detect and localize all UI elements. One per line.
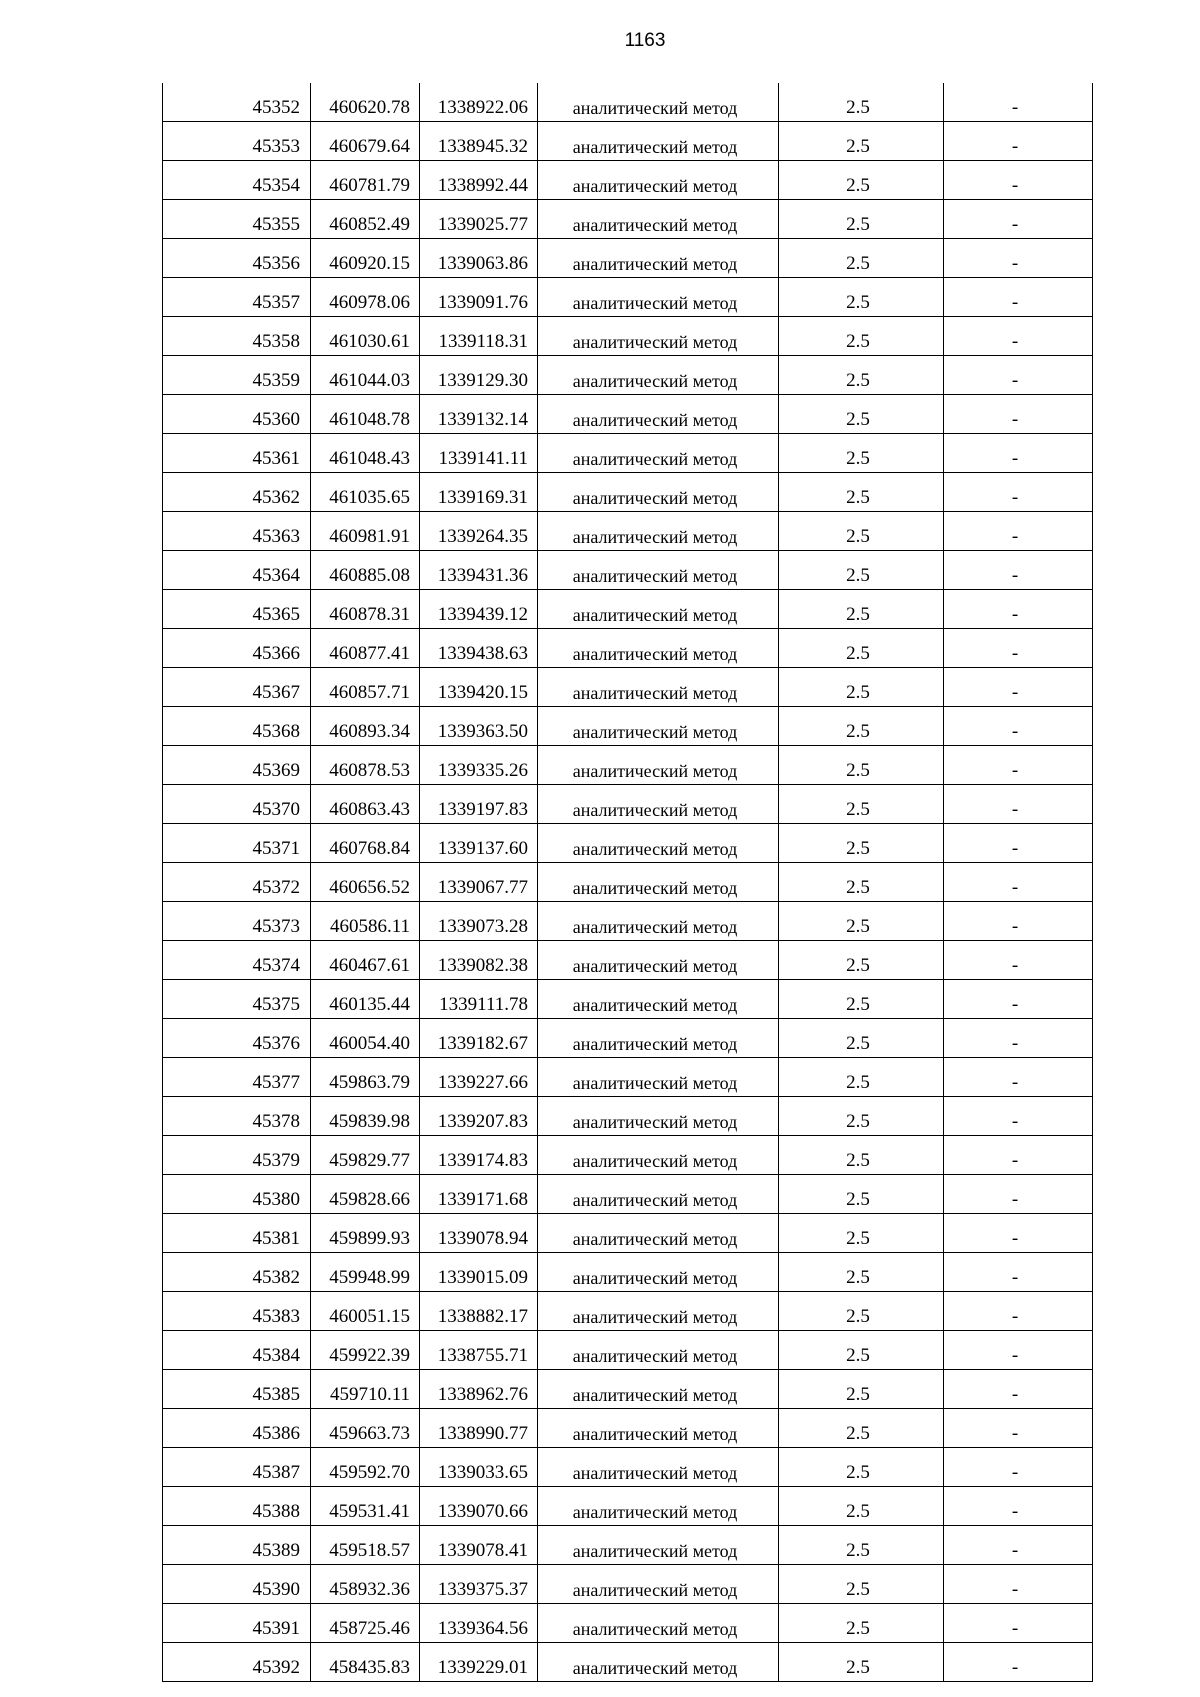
note-cell: - [944,668,1093,707]
method-cell: аналитический метод [538,1019,779,1058]
method-cell: аналитический метод [538,941,779,980]
x-coordinate-cell: 458932.36 [311,1565,420,1604]
table-row [163,629,1093,668]
note-cell: - [944,1565,1093,1604]
x-coordinate-cell: 460620.78 [311,83,420,122]
table-row [163,1409,1093,1448]
method-cell: аналитический метод [538,1409,779,1448]
x-coordinate-cell: 461048.43 [311,434,420,473]
point-number-cell: 45368 [163,707,311,746]
x-coordinate-cell: 458725.46 [311,1604,420,1643]
table-row [163,668,1093,707]
point-number-cell: 45373 [163,902,311,941]
method-cell: аналитический метод [538,1565,779,1604]
x-coordinate-cell: 460852.49 [311,200,420,239]
table-row [163,1604,1093,1643]
point-number-cell: 45356 [163,239,311,278]
accuracy-cell: 2.5 [779,1019,944,1058]
note-cell: - [944,785,1093,824]
y-coordinate-cell: 1339364.56 [420,1604,538,1643]
table-row [163,239,1093,278]
table-row [163,551,1093,590]
x-coordinate-cell: 459922.39 [311,1331,420,1370]
point-number-cell: 45365 [163,590,311,629]
x-coordinate-cell: 459531.41 [311,1487,420,1526]
x-coordinate-cell: 460893.34 [311,707,420,746]
note-cell: - [944,1214,1093,1253]
method-cell: аналитический метод [538,200,779,239]
accuracy-cell: 2.5 [779,590,944,629]
y-coordinate-cell: 1339141.11 [420,434,538,473]
point-number-cell: 45379 [163,1136,311,1175]
point-number-cell: 45363 [163,512,311,551]
method-cell: аналитический метод [538,980,779,1019]
method-cell: аналитический метод [538,1643,779,1682]
point-number-cell: 45384 [163,1331,311,1370]
accuracy-cell: 2.5 [779,239,944,278]
y-coordinate-cell: 1339082.38 [420,941,538,980]
y-coordinate-cell: 1339091.76 [420,278,538,317]
method-cell: аналитический метод [538,1136,779,1175]
method-cell: аналитический метод [538,473,779,512]
y-coordinate-cell: 1338990.77 [420,1409,538,1448]
table-row [163,317,1093,356]
note-cell: - [944,1526,1093,1565]
method-cell: аналитический метод [538,278,779,317]
point-number-cell: 45375 [163,980,311,1019]
method-cell: аналитический метод [538,1604,779,1643]
note-cell: - [944,551,1093,590]
note-cell: - [944,1604,1093,1643]
note-cell: - [944,200,1093,239]
accuracy-cell: 2.5 [779,1175,944,1214]
note-cell: - [944,473,1093,512]
accuracy-cell: 2.5 [779,1526,944,1565]
point-number-cell: 45354 [163,161,311,200]
y-coordinate-cell: 1338882.17 [420,1292,538,1331]
y-coordinate-cell: 1339335.26 [420,746,538,785]
accuracy-cell: 2.5 [779,317,944,356]
point-number-cell: 45382 [163,1253,311,1292]
point-number-cell: 45366 [163,629,311,668]
x-coordinate-cell: 460863.43 [311,785,420,824]
x-coordinate-cell: 460857.71 [311,668,420,707]
note-cell: - [944,1643,1093,1682]
accuracy-cell: 2.5 [779,512,944,551]
x-coordinate-cell: 460054.40 [311,1019,420,1058]
point-number-cell: 45371 [163,824,311,863]
y-coordinate-cell: 1339171.68 [420,1175,538,1214]
method-cell: аналитический метод [538,1058,779,1097]
y-coordinate-cell: 1339431.36 [420,551,538,590]
note-cell: - [944,1253,1093,1292]
method-cell: аналитический метод [538,746,779,785]
point-number-cell: 45367 [163,668,311,707]
table-row [163,434,1093,473]
table-row [163,1058,1093,1097]
method-cell: аналитический метод [538,1526,779,1565]
x-coordinate-cell: 460467.61 [311,941,420,980]
note-cell: - [944,1409,1093,1448]
x-coordinate-cell: 459663.73 [311,1409,420,1448]
method-cell: аналитический метод [538,122,779,161]
table-row [163,1565,1093,1604]
point-number-cell: 45357 [163,278,311,317]
coordinates-table-body [163,83,1093,1682]
accuracy-cell: 2.5 [779,161,944,200]
x-coordinate-cell: 460051.15 [311,1292,420,1331]
x-coordinate-cell: 460656.52 [311,863,420,902]
table-row [163,122,1093,161]
table-row [163,83,1093,122]
method-cell: аналитический метод [538,239,779,278]
note-cell: - [944,1058,1093,1097]
point-number-cell: 45358 [163,317,311,356]
method-cell: аналитический метод [538,512,779,551]
accuracy-cell: 2.5 [779,200,944,239]
x-coordinate-cell: 460978.06 [311,278,420,317]
x-coordinate-cell: 461044.03 [311,356,420,395]
point-number-cell: 45359 [163,356,311,395]
accuracy-cell: 2.5 [779,1097,944,1136]
y-coordinate-cell: 1339264.35 [420,512,538,551]
method-cell: аналитический метод [538,668,779,707]
point-number-cell: 45355 [163,200,311,239]
y-coordinate-cell: 1339197.83 [420,785,538,824]
table-row [163,1448,1093,1487]
note-cell: - [944,629,1093,668]
point-number-cell: 45362 [163,473,311,512]
table-row [163,1643,1093,1682]
method-cell: аналитический метод [538,395,779,434]
point-number-cell: 45378 [163,1097,311,1136]
point-number-cell: 45369 [163,746,311,785]
note-cell: - [944,356,1093,395]
note-cell: - [944,590,1093,629]
accuracy-cell: 2.5 [779,356,944,395]
table-row [163,1292,1093,1331]
method-cell: аналитический метод [538,83,779,122]
accuracy-cell: 2.5 [779,629,944,668]
y-coordinate-cell: 1339363.50 [420,707,538,746]
x-coordinate-cell: 460920.15 [311,239,420,278]
method-cell: аналитический метод [538,1097,779,1136]
point-number-cell: 45383 [163,1292,311,1331]
method-cell: аналитический метод [538,434,779,473]
note-cell: - [944,1487,1093,1526]
x-coordinate-cell: 460679.64 [311,122,420,161]
method-cell: аналитический метод [538,551,779,590]
method-cell: аналитический метод [538,1253,779,1292]
x-coordinate-cell: 459863.79 [311,1058,420,1097]
accuracy-cell: 2.5 [779,434,944,473]
y-coordinate-cell: 1339118.31 [420,317,538,356]
accuracy-cell: 2.5 [779,1214,944,1253]
table-row [163,1175,1093,1214]
table-row [163,1019,1093,1058]
x-coordinate-cell: 460781.79 [311,161,420,200]
accuracy-cell: 2.5 [779,746,944,785]
accuracy-cell: 2.5 [779,83,944,122]
point-number-cell: 45392 [163,1643,311,1682]
y-coordinate-cell: 1339227.66 [420,1058,538,1097]
method-cell: аналитический метод [538,1214,779,1253]
point-number-cell: 45376 [163,1019,311,1058]
table-row [163,746,1093,785]
table-row [163,1253,1093,1292]
method-cell: аналитический метод [538,902,779,941]
note-cell: - [944,1097,1093,1136]
point-number-cell: 45389 [163,1526,311,1565]
note-cell: - [944,83,1093,122]
table-row [163,395,1093,434]
accuracy-cell: 2.5 [779,1643,944,1682]
table-row [163,356,1093,395]
point-number-cell: 45381 [163,1214,311,1253]
y-coordinate-cell: 1338755.71 [420,1331,538,1370]
note-cell: - [944,707,1093,746]
x-coordinate-cell: 460135.44 [311,980,420,1019]
y-coordinate-cell: 1339207.83 [420,1097,538,1136]
accuracy-cell: 2.5 [779,668,944,707]
x-coordinate-cell: 459829.77 [311,1136,420,1175]
point-number-cell: 45391 [163,1604,311,1643]
y-coordinate-cell: 1339033.65 [420,1448,538,1487]
method-cell: аналитический метод [538,317,779,356]
method-cell: аналитический метод [538,1487,779,1526]
y-coordinate-cell: 1339129.30 [420,356,538,395]
page-number: 1163 [624,30,666,51]
y-coordinate-cell: 1339420.15 [420,668,538,707]
accuracy-cell: 2.5 [779,473,944,512]
y-coordinate-cell: 1338992.44 [420,161,538,200]
note-cell: - [944,746,1093,785]
table-row [163,1136,1093,1175]
accuracy-cell: 2.5 [779,941,944,980]
y-coordinate-cell: 1339015.09 [420,1253,538,1292]
table-row [163,1214,1093,1253]
x-coordinate-cell: 459839.98 [311,1097,420,1136]
y-coordinate-cell: 1339229.01 [420,1643,538,1682]
x-coordinate-cell: 461030.61 [311,317,420,356]
point-number-cell: 45360 [163,395,311,434]
accuracy-cell: 2.5 [779,824,944,863]
accuracy-cell: 2.5 [779,1409,944,1448]
table-row [163,707,1093,746]
y-coordinate-cell: 1339078.94 [420,1214,538,1253]
accuracy-cell: 2.5 [779,1448,944,1487]
y-coordinate-cell: 1339439.12 [420,590,538,629]
table-row [163,473,1093,512]
table-row [163,941,1093,980]
method-cell: аналитический метод [538,1331,779,1370]
method-cell: аналитический метод [538,1175,779,1214]
point-number-cell: 45388 [163,1487,311,1526]
y-coordinate-cell: 1339182.67 [420,1019,538,1058]
x-coordinate-cell: 459592.70 [311,1448,420,1487]
x-coordinate-cell: 461048.78 [311,395,420,434]
y-coordinate-cell: 1338922.06 [420,83,538,122]
table-row [163,512,1093,551]
y-coordinate-cell: 1339438.63 [420,629,538,668]
table-row [163,1370,1093,1409]
x-coordinate-cell: 460586.11 [311,902,420,941]
table-row [163,902,1093,941]
note-cell: - [944,161,1093,200]
table-row [163,824,1093,863]
method-cell: аналитический метод [538,707,779,746]
note-cell: - [944,1448,1093,1487]
accuracy-cell: 2.5 [779,1604,944,1643]
note-cell: - [944,1331,1093,1370]
point-number-cell: 45387 [163,1448,311,1487]
method-cell: аналитический метод [538,590,779,629]
x-coordinate-cell: 460877.41 [311,629,420,668]
accuracy-cell: 2.5 [779,980,944,1019]
accuracy-cell: 2.5 [779,1370,944,1409]
x-coordinate-cell: 461035.65 [311,473,420,512]
accuracy-cell: 2.5 [779,902,944,941]
accuracy-cell: 2.5 [779,785,944,824]
table-row [163,161,1093,200]
table-row [163,1526,1093,1565]
note-cell: - [944,278,1093,317]
y-coordinate-cell: 1339111.78 [420,980,538,1019]
point-number-cell: 45352 [163,83,311,122]
x-coordinate-cell: 460878.53 [311,746,420,785]
point-number-cell: 45361 [163,434,311,473]
note-cell: - [944,1019,1093,1058]
y-coordinate-cell: 1338945.32 [420,122,538,161]
method-cell: аналитический метод [538,629,779,668]
x-coordinate-cell: 458435.83 [311,1643,420,1682]
x-coordinate-cell: 459518.57 [311,1526,420,1565]
x-coordinate-cell: 459948.99 [311,1253,420,1292]
accuracy-cell: 2.5 [779,551,944,590]
note-cell: - [944,1292,1093,1331]
note-cell: - [944,902,1093,941]
y-coordinate-cell: 1339063.86 [420,239,538,278]
table-row [163,785,1093,824]
table-row [163,278,1093,317]
y-coordinate-cell: 1339067.77 [420,863,538,902]
note-cell: - [944,317,1093,356]
method-cell: аналитический метод [538,785,779,824]
point-number-cell: 45385 [163,1370,311,1409]
x-coordinate-cell: 460885.08 [311,551,420,590]
x-coordinate-cell: 460981.91 [311,512,420,551]
coordinates-table [162,83,1093,1682]
note-cell: - [944,512,1093,551]
table-row [163,1331,1093,1370]
y-coordinate-cell: 1339073.28 [420,902,538,941]
point-number-cell: 45380 [163,1175,311,1214]
accuracy-cell: 2.5 [779,1331,944,1370]
method-cell: аналитический метод [538,1448,779,1487]
point-number-cell: 45374 [163,941,311,980]
x-coordinate-cell: 459828.66 [311,1175,420,1214]
note-cell: - [944,1175,1093,1214]
point-number-cell: 45353 [163,122,311,161]
method-cell: аналитический метод [538,824,779,863]
method-cell: аналитический метод [538,161,779,200]
x-coordinate-cell: 460878.31 [311,590,420,629]
y-coordinate-cell: 1338962.76 [420,1370,538,1409]
accuracy-cell: 2.5 [779,707,944,746]
note-cell: - [944,941,1093,980]
y-coordinate-cell: 1339078.41 [420,1526,538,1565]
note-cell: - [944,122,1093,161]
accuracy-cell: 2.5 [779,395,944,434]
point-number-cell: 45390 [163,1565,311,1604]
note-cell: - [944,824,1093,863]
accuracy-cell: 2.5 [779,1058,944,1097]
method-cell: аналитический метод [538,863,779,902]
method-cell: аналитический метод [538,356,779,395]
point-number-cell: 45364 [163,551,311,590]
method-cell: аналитический метод [538,1292,779,1331]
accuracy-cell: 2.5 [779,122,944,161]
accuracy-cell: 2.5 [779,1487,944,1526]
point-number-cell: 45377 [163,1058,311,1097]
y-coordinate-cell: 1339137.60 [420,824,538,863]
table-row [163,200,1093,239]
x-coordinate-cell: 459899.93 [311,1214,420,1253]
point-number-cell: 45372 [163,863,311,902]
point-number-cell: 45386 [163,1409,311,1448]
accuracy-cell: 2.5 [779,1292,944,1331]
x-coordinate-cell: 459710.11 [311,1370,420,1409]
note-cell: - [944,239,1093,278]
y-coordinate-cell: 1339375.37 [420,1565,538,1604]
table-row [163,863,1093,902]
x-coordinate-cell: 460768.84 [311,824,420,863]
y-coordinate-cell: 1339132.14 [420,395,538,434]
y-coordinate-cell: 1339169.31 [420,473,538,512]
accuracy-cell: 2.5 [779,1253,944,1292]
table-row [163,980,1093,1019]
note-cell: - [944,980,1093,1019]
note-cell: - [944,395,1093,434]
accuracy-cell: 2.5 [779,278,944,317]
y-coordinate-cell: 1339025.77 [420,200,538,239]
note-cell: - [944,863,1093,902]
table-row [163,590,1093,629]
accuracy-cell: 2.5 [779,1565,944,1604]
accuracy-cell: 2.5 [779,863,944,902]
table-row [163,1487,1093,1526]
table-row [163,1097,1093,1136]
accuracy-cell: 2.5 [779,1136,944,1175]
note-cell: - [944,1370,1093,1409]
y-coordinate-cell: 1339174.83 [420,1136,538,1175]
note-cell: - [944,434,1093,473]
point-number-cell: 45370 [163,785,311,824]
note-cell: - [944,1136,1093,1175]
y-coordinate-cell: 1339070.66 [420,1487,538,1526]
method-cell: аналитический метод [538,1370,779,1409]
